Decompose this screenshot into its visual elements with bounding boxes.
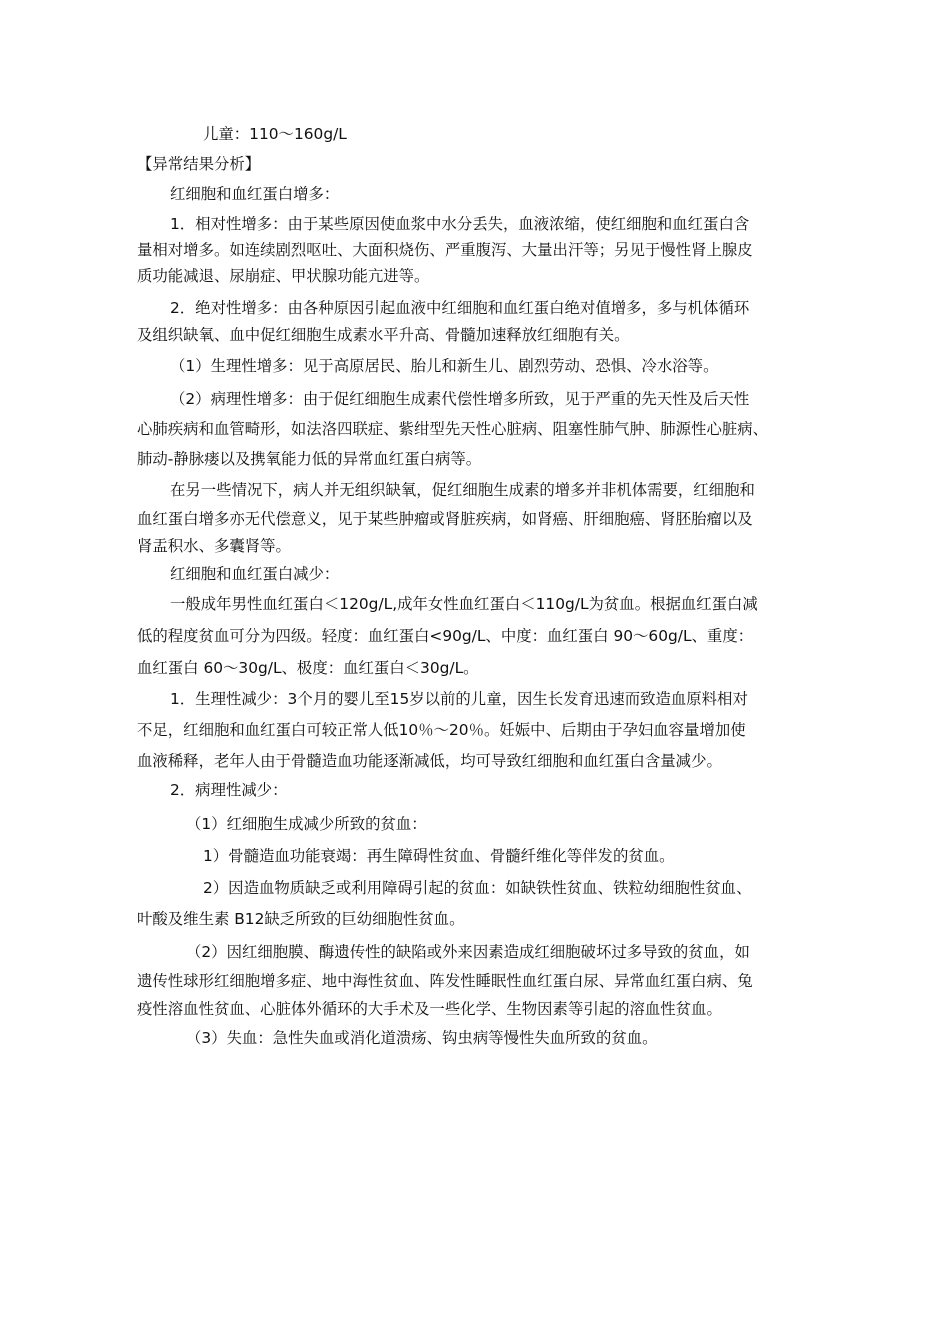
increase-item2-2-line: 心肺疾病和血管畸形，如法洛四联症、紫绀型先天性心脏病、阻塞性肺气肿、肺源性心脏病、 bbox=[137, 420, 769, 438]
decrease-item2-1-2-line: 叶酸及维生素 B12缺乏所致的巨幼细胞性贫血。 bbox=[137, 910, 465, 928]
increase-item1-line: 1．相对性增多：由于某些原因使血浆中水分丢失，血液浓缩，使红细胞和血红蛋白含 bbox=[170, 215, 750, 233]
decrease-item1-line: 1．生理性减少：3个月的婴儿至15岁以前的儿童，因生长发育迅速而致造血原料相对 bbox=[170, 690, 748, 708]
increase-item2-1: （1）生理性增多：见于高原居民、胎儿和新生儿、剧烈劳动、恐惧、冷水浴等。 bbox=[170, 357, 719, 375]
decrease-item2-2-line: （2）因红细胞膜、酶遗传性的缺陷或外来因素造成红细胞破坏过多导致的贫血，如 bbox=[186, 943, 750, 961]
decrease-item2-1-1: 1）骨髓造血功能衰竭：再生障碍性贫血、骨髓纤维化等伴发的贫血。 bbox=[203, 847, 675, 865]
increase-item1-line: 质功能减退、尿崩症、甲状腺功能亢进等。 bbox=[137, 267, 430, 285]
increase-item2-line: 2．绝对性增多：由各种原因引起血液中红细胞和血红蛋白绝对值增多，多与机体循环 bbox=[170, 299, 750, 317]
decrease-item1-line: 不足，红细胞和血红蛋白可较正常人低10％～20％。妊娠中、后期由于孕妇血容量增加使 bbox=[137, 721, 746, 739]
increase-item2-2-line: （2）病理性增多：由于促红细胞生成素代偿性增多所致，见于严重的先天性及后天性 bbox=[170, 390, 750, 408]
increase-other-line: 肾盂积水、多囊肾等。 bbox=[137, 537, 291, 555]
increase-item2-2-line: 肺动-静脉瘘以及携氧能力低的异常血红蛋白病等。 bbox=[137, 450, 482, 468]
decrease-item2-2-line: 疫性溶血性贫血、心脏体外循环的大手术及一些化学、生物因素等引起的溶血性贫血。 bbox=[137, 1000, 722, 1018]
increase-other-line: 血红蛋白增多亦无代偿意义，见于某些肿瘤或肾脏疾病，如肾癌、肝细胞癌、肾胚胎瘤以及 bbox=[137, 510, 753, 528]
decrease-intro-line: 血红蛋白 60～30g/L、极度：血红蛋白＜30g/L。 bbox=[137, 659, 479, 677]
decrease-item2-1: （1）红细胞生成减少所致的贫血： bbox=[186, 815, 427, 833]
decrease-item1-line: 血液稀释，老年人由于骨髓造血功能逐渐减低，均可导致红细胞和血红蛋白含量减少。 bbox=[137, 752, 722, 770]
reference-child-line: 儿童：110～160g/L bbox=[203, 125, 347, 143]
decrease-item2-1-2-line: 2）因造血物质缺乏或利用障碍引起的贫血：如缺铁性贫血、铁粒幼细胞性贫血、 bbox=[203, 879, 752, 897]
decrease-intro-line: 一般成年男性血红蛋白＜120g/L,成年女性血红蛋白＜110g/L为贫血。根据血红蛋白减 bbox=[170, 595, 758, 613]
increase-item2-line: 及组织缺氧、血中促红细胞生成素水平升高、骨髓加速释放红细胞有关。 bbox=[137, 326, 630, 344]
decrease-item2: 2．病理性减少： bbox=[170, 781, 288, 799]
section-heading: 【异常结果分析】 bbox=[137, 155, 261, 173]
decrease-item2-2-line: 遗传性球形红细胞增多症、地中海性贫血、阵发性睡眠性血红蛋白尿、异常血红蛋白病、兔 bbox=[137, 972, 753, 990]
decrease-item2-3: （3）失血：急性失血或消化道溃疡、钩虫病等慢性失血所致的贫血。 bbox=[186, 1029, 658, 1047]
increase-heading: 红细胞和血红蛋白增多： bbox=[170, 185, 340, 203]
decrease-intro-line: 低的程度贫血可分为四级。轻度：血红蛋白<90g/L、中度：血红蛋白 90～60g/L、重度： bbox=[137, 627, 754, 645]
increase-other-line: 在另一些情况下，病人并无组织缺氧，促红细胞生成素的增多并非机体需要，红细胞和 bbox=[170, 481, 755, 499]
decrease-heading: 红细胞和血红蛋白减少： bbox=[170, 565, 340, 583]
increase-item1-line: 量相对增多。如连续剧烈呕吐、大面积烧伤、严重腹泻、大量出汗等；另见于慢性肾上腺皮 bbox=[137, 241, 753, 259]
